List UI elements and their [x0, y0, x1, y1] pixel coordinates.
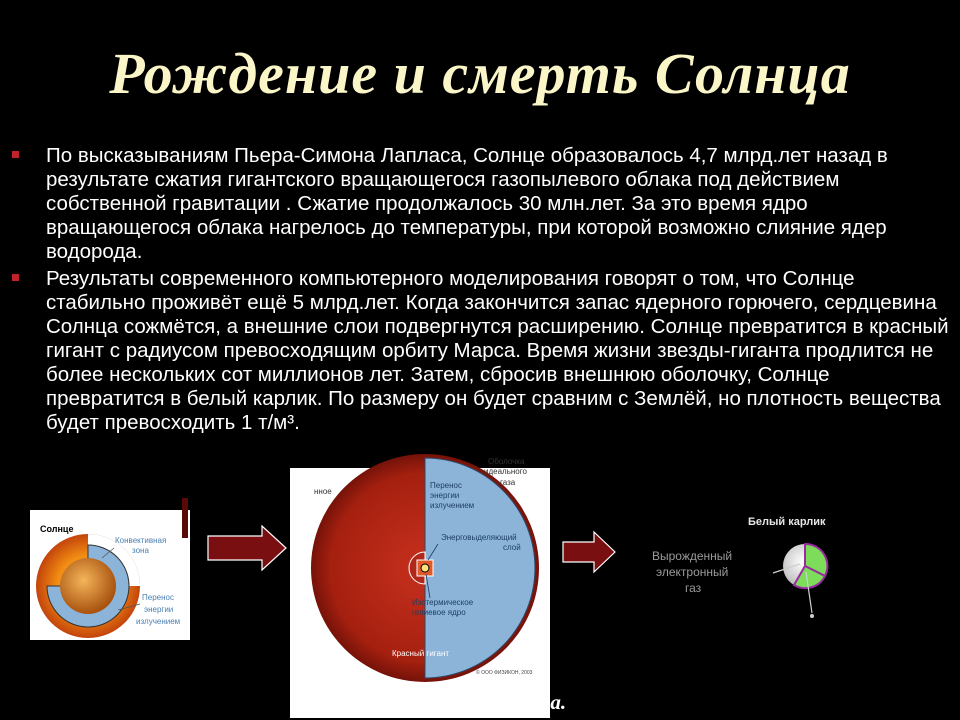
- slide-title: Рождение и смерть Солнца: [109, 41, 851, 106]
- bullet-item: [8, 144, 953, 264]
- giant-name-label: Красный гигант: [392, 649, 450, 658]
- bullet-square-icon: [12, 151, 19, 158]
- dwarf-name-label: Белый карлик: [748, 516, 826, 528]
- giant-isothermal-label-1: Изотермическое: [412, 598, 474, 607]
- sun-convective-label-1: Конвективная: [115, 536, 167, 545]
- giant-energy-label-1: Энерговыделяющий: [441, 533, 517, 542]
- dwarf-degenerate-label-1: Вырожденный: [652, 549, 733, 563]
- sun-diagram: [30, 498, 190, 640]
- giant-copyright: © ООО ФИЗИКОН, 2003: [476, 670, 533, 676]
- giant-shell-label-3: газа: [500, 478, 516, 487]
- dwarf-degenerate-label-3: газ: [685, 581, 702, 595]
- giant-edge-fragment: [182, 498, 188, 538]
- white-dwarf-diagram: [652, 516, 827, 618]
- bullet-list: [8, 144, 953, 438]
- giant-shell-label-1: Оболочка: [488, 457, 525, 466]
- sun-label: Солнце: [40, 524, 74, 534]
- bullet-item: [8, 267, 953, 435]
- giant-shell-label-2: идеального: [484, 467, 527, 476]
- dwarf-degenerate-label-2: электронный: [656, 565, 729, 579]
- sun-evolution-figure: [0, 448, 960, 720]
- giant-radiative-label-1: Перенос: [430, 481, 462, 490]
- arrow-right-icon: [208, 526, 286, 570]
- giant-energy-label-2: слой: [503, 543, 521, 552]
- bullet-text: По высказываниям Пьера-Симона Лапласа, Солнце образовалось 4,7 млрд.лет назад в результате сжатия гигантского вращающегося газопылевого облака под действием собственной гравитации . Сжатие продолжалось 30 млн.лет. За это время ядро вращающегося облака нагрелось до температуры, при которой возможно слияние ядер водорода.: [46, 144, 888, 263]
- sun-radiative-label-3: излучением: [136, 617, 181, 626]
- bullet-text: Результаты современного компьютерного моделирования говорят о том, что Солнце стабильно проживёт ещё 5 млрд.лет. Когда закончится запас ядерного горючего, сердцевина Солнца сожмётся, а внешние слои подвергнутся расширению. Солнце превратится в красный гигант с радиусом превосходящим орбиту Марса. Время жизни звезды-гиганта продлится не более нескольких сот миллионов лет. Затем, сбросив внешнюю оболочку, Солнце превратится в белый карлик. По размеру он будет сравним с Землёй, но плотность вещества будет превосходить 1 т/м³.: [46, 267, 949, 434]
- sun-convective-label-2: зона: [132, 546, 149, 555]
- sun-radiative-label-1: Перенос: [142, 593, 174, 602]
- figure-caption: Эволюция Солнца.: [393, 690, 567, 714]
- giant-helium-core: [421, 564, 429, 572]
- dwarf-pointer-dot: [810, 614, 814, 618]
- giant-radiative-label-3: излучением: [430, 501, 475, 510]
- sun-radiative-label-2: энергии: [144, 605, 174, 614]
- red-giant-diagram: [290, 454, 550, 718]
- sun-core: [60, 558, 116, 614]
- bullet-square-icon: [12, 274, 19, 281]
- arrow-right-icon: [563, 532, 615, 572]
- giant-radiative-label-2: энергии: [430, 491, 460, 500]
- giant-edge-text: нное: [314, 487, 332, 496]
- giant-isothermal-label-2: гелиевое ядро: [412, 608, 466, 617]
